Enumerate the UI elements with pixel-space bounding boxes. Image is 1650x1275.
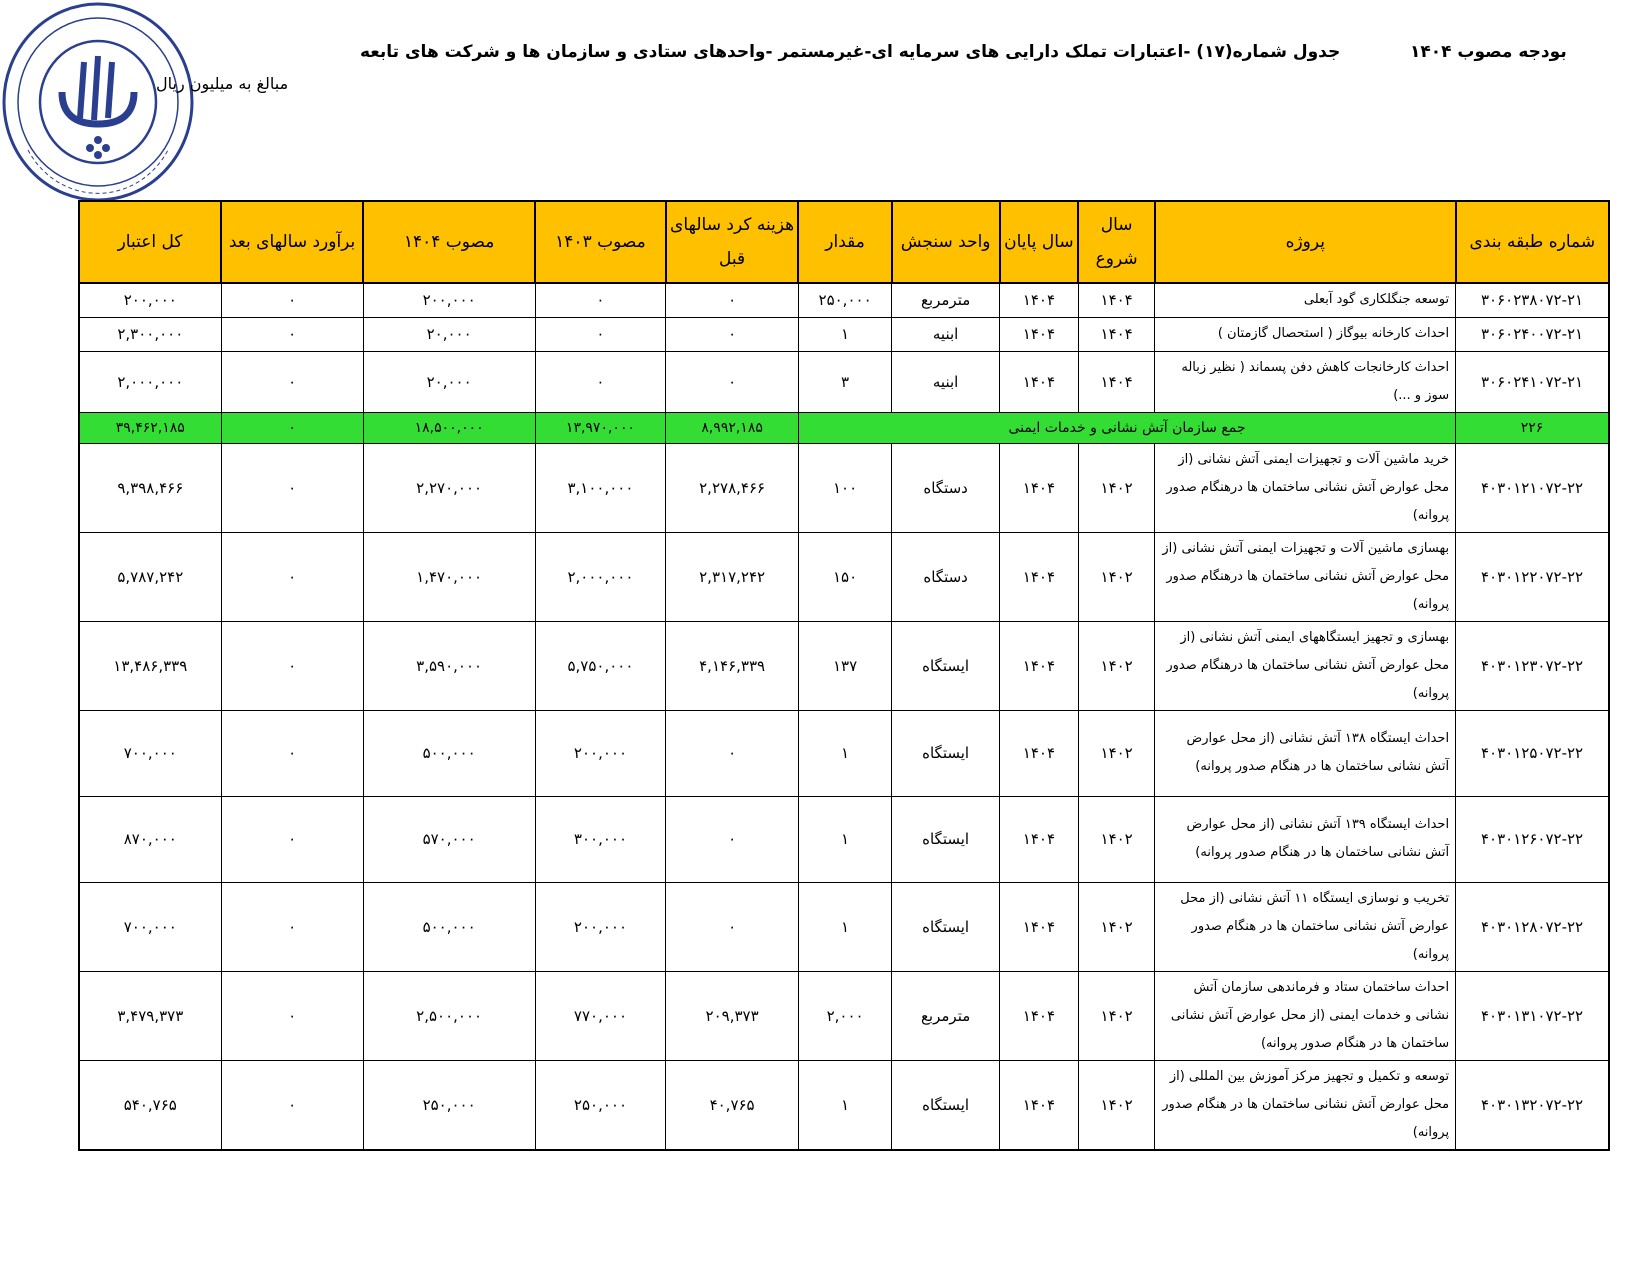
cell-unit: دستگاه bbox=[892, 532, 1000, 621]
cell-approved-1403: ۰ bbox=[535, 351, 666, 412]
total-code: ۲۲۶ bbox=[1456, 412, 1609, 443]
cell-prior-cost: ۰ bbox=[666, 882, 799, 971]
cell-prior-cost: ۰ bbox=[666, 796, 799, 882]
cell-project: احداث کارخانجات کاهش دفن پسماند ( نظیر زباله سوز و ...) bbox=[1155, 351, 1456, 412]
cell-approved-1403: ۳,۱۰۰,۰۰۰ bbox=[535, 443, 666, 532]
total-prior-cost: ۸,۹۹۲,۱۸۵ bbox=[666, 412, 799, 443]
cell-qty: ۲,۰۰۰ bbox=[798, 971, 891, 1060]
cell-code: ۴۰۳۰۱۲۱۰۷۲-۲۲ bbox=[1456, 443, 1609, 532]
total-label: جمع سازمان آتش نشانی و خدمات ایمنی bbox=[798, 412, 1455, 443]
cell-prior-cost: ۰ bbox=[666, 317, 799, 351]
cell-qty: ۲۵۰,۰۰۰ bbox=[798, 283, 891, 317]
cell-approved-1404: ۵۷۰,۰۰۰ bbox=[363, 796, 535, 882]
document-title: جدول شماره(۱۷) -اعتبارات تملک دارایی های سرمایه ای-غیرمستمر -واحدهای ستادی و سازمان ها و شرکت های تابعه bbox=[360, 42, 1341, 62]
cell-prior-cost: ۲۰۹,۳۷۳ bbox=[666, 971, 799, 1060]
table-row bbox=[79, 351, 1609, 412]
cell-code: ۳۰۶۰۲۳۸۰۷۲-۲۱ bbox=[1456, 283, 1609, 317]
table-row bbox=[79, 882, 1609, 971]
col-header-total: کل اعتبار bbox=[79, 201, 221, 283]
cell-project: بهسازی ماشین آلات و تجهیزات ایمنی آتش نشانی (از محل عوارض آتش نشانی ساختمان ها درهنگام صدور پروانه) bbox=[1155, 532, 1456, 621]
cell-future-estimate: ۰ bbox=[221, 710, 363, 796]
cell-approved-1404: ۲۰,۰۰۰ bbox=[363, 317, 535, 351]
cell-code: ۴۰۳۰۱۳۱۰۷۲-۲۲ bbox=[1456, 971, 1609, 1060]
col-header-approved-1403: مصوب ۱۴۰۳ bbox=[535, 201, 666, 283]
unit-note: مبالغ به میلیون ریال bbox=[156, 74, 289, 93]
cell-code: ۴۰۳۰۱۲۲۰۷۲-۲۲ bbox=[1456, 532, 1609, 621]
cell-approved-1403: ۲۰۰,۰۰۰ bbox=[535, 710, 666, 796]
table-row bbox=[79, 796, 1609, 882]
cell-total: ۲,۰۰۰,۰۰۰ bbox=[79, 351, 221, 412]
cell-approved-1404: ۳,۵۹۰,۰۰۰ bbox=[363, 621, 535, 710]
cell-project: تخریب و نوسازی ایستگاه ۱۱ آتش نشانی (از محل عوارض آتش نشانی ساختمان ها در هنگام صدور پروانه) bbox=[1155, 882, 1456, 971]
cell-qty: ۱ bbox=[798, 796, 891, 882]
cell-unit: ابنیه bbox=[892, 351, 1000, 412]
cell-end: ۱۴۰۴ bbox=[1000, 710, 1079, 796]
cell-qty: ۱ bbox=[798, 317, 891, 351]
cell-project: احداث ساختمان ستاد و فرماندهی سازمان آتش نشانی و خدمات ایمنی (از محل عوارض آتش نشانی ساختمان ها در هنگام صدور پروانه) bbox=[1155, 971, 1456, 1060]
cell-approved-1404: ۵۰۰,۰۰۰ bbox=[363, 710, 535, 796]
cell-end: ۱۴۰۴ bbox=[1000, 1060, 1079, 1150]
cell-approved-1403: ۲۰۰,۰۰۰ bbox=[535, 882, 666, 971]
table-header-row bbox=[79, 201, 1609, 283]
cell-unit: ابنیه bbox=[892, 317, 1000, 351]
cell-start: ۱۴۰۲ bbox=[1078, 1060, 1155, 1150]
cell-unit: ایستگاه bbox=[892, 796, 1000, 882]
cell-qty: ۱ bbox=[798, 882, 891, 971]
cell-approved-1403: ۷۷۰,۰۰۰ bbox=[535, 971, 666, 1060]
table-row bbox=[79, 971, 1609, 1060]
cell-approved-1404: ۲۰,۰۰۰ bbox=[363, 351, 535, 412]
cell-approved-1404: ۲۵۰,۰۰۰ bbox=[363, 1060, 535, 1150]
cell-approved-1403: ۲,۰۰۰,۰۰۰ bbox=[535, 532, 666, 621]
cell-total: ۵۴۰,۷۶۵ bbox=[79, 1060, 221, 1150]
cell-approved-1404: ۲,۲۷۰,۰۰۰ bbox=[363, 443, 535, 532]
cell-future-estimate: ۰ bbox=[221, 796, 363, 882]
cell-total: ۳,۴۷۹,۳۷۳ bbox=[79, 971, 221, 1060]
cell-prior-cost: ۴,۱۴۶,۳۳۹ bbox=[666, 621, 799, 710]
cell-approved-1403: ۰ bbox=[535, 317, 666, 351]
col-header-start: سال شروع bbox=[1078, 201, 1155, 283]
cell-end: ۱۴۰۴ bbox=[1000, 621, 1079, 710]
col-header-approved-1404: مصوب ۱۴۰۴ bbox=[363, 201, 535, 283]
cell-start: ۱۴۰۲ bbox=[1078, 532, 1155, 621]
cell-start: ۱۴۰۴ bbox=[1078, 283, 1155, 317]
cell-project: احداث ایستگاه ۱۳۹ آتش نشانی (از محل عوارض آتش نشانی ساختمان ها در هنگام صدور پروانه) bbox=[1155, 796, 1456, 882]
cell-qty: ۱ bbox=[798, 710, 891, 796]
cell-prior-cost: ۲,۲۷۸,۴۶۶ bbox=[666, 443, 799, 532]
col-header-project: پروژه bbox=[1155, 201, 1456, 283]
cell-start: ۱۴۰۴ bbox=[1078, 317, 1155, 351]
cell-approved-1403: ۳۰۰,۰۰۰ bbox=[535, 796, 666, 882]
cell-total: ۸۷۰,۰۰۰ bbox=[79, 796, 221, 882]
council-seal-stamp bbox=[0, 0, 200, 210]
cell-total: ۵,۷۸۷,۲۴۲ bbox=[79, 532, 221, 621]
cell-qty: ۳ bbox=[798, 351, 891, 412]
cell-unit: مترمربع bbox=[892, 283, 1000, 317]
total-row bbox=[79, 412, 1609, 443]
table-row bbox=[79, 710, 1609, 796]
total-future-estimate: ۰ bbox=[221, 412, 363, 443]
cell-prior-cost: ۰ bbox=[666, 710, 799, 796]
cell-code: ۴۰۳۰۱۳۲۰۷۲-۲۲ bbox=[1456, 1060, 1609, 1150]
cell-end: ۱۴۰۴ bbox=[1000, 796, 1079, 882]
cell-total: ۹,۳۹۸,۴۶۶ bbox=[79, 443, 221, 532]
cell-prior-cost: ۰ bbox=[666, 283, 799, 317]
cell-prior-cost: ۲,۳۱۷,۲۴۲ bbox=[666, 532, 799, 621]
cell-unit: ایستگاه bbox=[892, 1060, 1000, 1150]
cell-total: ۷۰۰,۰۰۰ bbox=[79, 882, 221, 971]
cell-total: ۱۳,۴۸۶,۳۳۹ bbox=[79, 621, 221, 710]
table-row bbox=[79, 443, 1609, 532]
cell-code: ۴۰۳۰۱۲۳۰۷۲-۲۲ bbox=[1456, 621, 1609, 710]
cell-end: ۱۴۰۴ bbox=[1000, 971, 1079, 1060]
total-approved-1404: ۱۸,۵۰۰,۰۰۰ bbox=[363, 412, 535, 443]
cell-project: توسعه و تکمیل و تجهیز مرکز آموزش بین المللی (از محل عوارض آتش نشانی ساختمان ها در هنگام صدور پروانه) bbox=[1155, 1060, 1456, 1150]
cell-unit: دستگاه bbox=[892, 443, 1000, 532]
cell-total: ۲۰۰,۰۰۰ bbox=[79, 283, 221, 317]
cell-end: ۱۴۰۴ bbox=[1000, 532, 1079, 621]
cell-qty: ۱ bbox=[798, 1060, 891, 1150]
cell-start: ۱۴۰۲ bbox=[1078, 710, 1155, 796]
cell-qty: ۱۰۰ bbox=[798, 443, 891, 532]
col-header-qty: مقدار bbox=[798, 201, 891, 283]
cell-code: ۳۰۶۰۲۴۰۰۷۲-۲۱ bbox=[1456, 317, 1609, 351]
total-approved-1403: ۱۳,۹۷۰,۰۰۰ bbox=[535, 412, 666, 443]
cell-code: ۴۰۳۰۱۲۸۰۷۲-۲۲ bbox=[1456, 882, 1609, 971]
cell-total: ۲,۳۰۰,۰۰۰ bbox=[79, 317, 221, 351]
cell-future-estimate: ۰ bbox=[221, 351, 363, 412]
cell-end: ۱۴۰۴ bbox=[1000, 351, 1079, 412]
cell-future-estimate: ۰ bbox=[221, 532, 363, 621]
cell-future-estimate: ۰ bbox=[221, 1060, 363, 1150]
cell-future-estimate: ۰ bbox=[221, 283, 363, 317]
cell-project: خرید ماشین آلات و تجهیزات ایمنی آتش نشانی (از محل عوارض آتش نشانی ساختمان ها درهنگام صدور پروانه) bbox=[1155, 443, 1456, 532]
cell-project: توسعه جنگلکاری گود آبعلی bbox=[1155, 283, 1456, 317]
cell-code: ۴۰۳۰۱۲۶۰۷۲-۲۲ bbox=[1456, 796, 1609, 882]
cell-start: ۱۴۰۴ bbox=[1078, 351, 1155, 412]
cell-approved-1403: ۲۵۰,۰۰۰ bbox=[535, 1060, 666, 1150]
cell-end: ۱۴۰۴ bbox=[1000, 443, 1079, 532]
table-row bbox=[79, 1060, 1609, 1150]
col-header-code: شماره طبقه بندی bbox=[1456, 201, 1609, 283]
cell-qty: ۱۵۰ bbox=[798, 532, 891, 621]
cell-future-estimate: ۰ bbox=[221, 443, 363, 532]
cell-start: ۱۴۰۲ bbox=[1078, 443, 1155, 532]
cell-approved-1403: ۰ bbox=[535, 283, 666, 317]
cell-prior-cost: ۴۰,۷۶۵ bbox=[666, 1060, 799, 1150]
cell-code: ۴۰۳۰۱۲۵۰۷۲-۲۲ bbox=[1456, 710, 1609, 796]
cell-unit: ایستگاه bbox=[892, 710, 1000, 796]
cell-start: ۱۴۰۲ bbox=[1078, 621, 1155, 710]
col-header-prior-cost: هزینه کرد سالهای قبل bbox=[666, 201, 799, 283]
cell-prior-cost: ۰ bbox=[666, 351, 799, 412]
cell-future-estimate: ۰ bbox=[221, 971, 363, 1060]
table-row bbox=[79, 317, 1609, 351]
cell-future-estimate: ۰ bbox=[221, 317, 363, 351]
cell-qty: ۱۳۷ bbox=[798, 621, 891, 710]
budget-table bbox=[78, 200, 1610, 1151]
table-row bbox=[79, 532, 1609, 621]
cell-project: احداث کارخانه بیوگاز ( استحصال گازمتان ) bbox=[1155, 317, 1456, 351]
cell-code: ۳۰۶۰۲۴۱۰۷۲-۲۱ bbox=[1456, 351, 1609, 412]
cell-future-estimate: ۰ bbox=[221, 621, 363, 710]
cell-approved-1404: ۱,۴۷۰,۰۰۰ bbox=[363, 532, 535, 621]
budget-label: بودجه مصوب ۱۴۰۴ bbox=[1410, 42, 1567, 62]
cell-start: ۱۴۰۲ bbox=[1078, 971, 1155, 1060]
cell-unit: مترمربع bbox=[892, 971, 1000, 1060]
cell-approved-1404: ۲۰۰,۰۰۰ bbox=[363, 283, 535, 317]
col-header-future-estimate: برآورد سالهای بعد bbox=[221, 201, 363, 283]
cell-approved-1404: ۲,۵۰۰,۰۰۰ bbox=[363, 971, 535, 1060]
col-header-unit: واحد سنجش bbox=[892, 201, 1000, 283]
cell-approved-1403: ۵,۷۵۰,۰۰۰ bbox=[535, 621, 666, 710]
cell-start: ۱۴۰۲ bbox=[1078, 796, 1155, 882]
cell-approved-1404: ۵۰۰,۰۰۰ bbox=[363, 882, 535, 971]
cell-unit: ایستگاه bbox=[892, 882, 1000, 971]
cell-end: ۱۴۰۴ bbox=[1000, 283, 1079, 317]
cell-total: ۷۰۰,۰۰۰ bbox=[79, 710, 221, 796]
cell-end: ۱۴۰۴ bbox=[1000, 317, 1079, 351]
cell-unit: ایستگاه bbox=[892, 621, 1000, 710]
table-row bbox=[79, 283, 1609, 317]
table-row bbox=[79, 621, 1609, 710]
cell-project: بهسازی و تجهیز ایستگاههای ایمنی آتش نشانی (از محل عوارض آتش نشانی ساختمان ها درهنگام صدور پروانه) bbox=[1155, 621, 1456, 710]
col-header-end: سال پایان bbox=[1000, 201, 1079, 283]
cell-future-estimate: ۰ bbox=[221, 882, 363, 971]
cell-end: ۱۴۰۴ bbox=[1000, 882, 1079, 971]
cell-project: احداث ایستگاه ۱۳۸ آتش نشانی (از محل عوارض آتش نشانی ساختمان ها در هنگام صدور پروانه) bbox=[1155, 710, 1456, 796]
cell-start: ۱۴۰۲ bbox=[1078, 882, 1155, 971]
total-total: ۳۹,۴۶۲,۱۸۵ bbox=[79, 412, 221, 443]
